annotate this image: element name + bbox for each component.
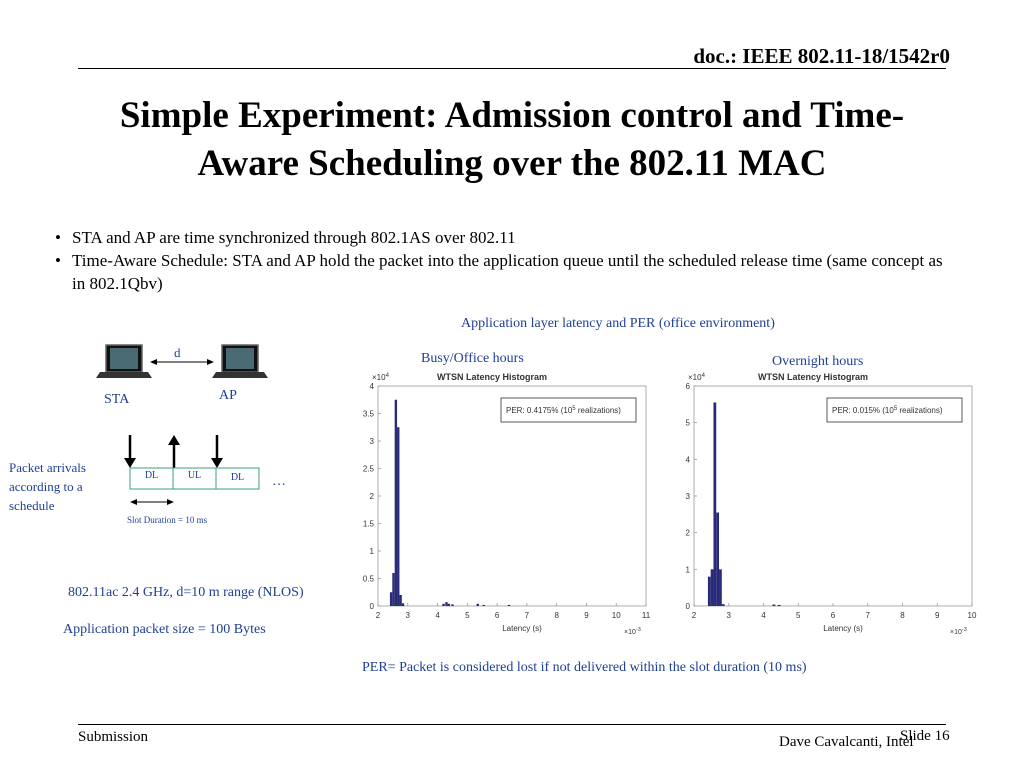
y-tick-label: 0 [685,602,690,611]
y-tick-label: 2 [685,528,690,538]
title-line-1: Simple Experiment: Admission control and Time- [119,95,905,136]
slot-duration-label: Slot Duration = 10 ms [127,515,208,525]
per-annotation: PER: 0.4175% ($10^5$ realizations) [506,406,621,415]
header-rule [78,68,946,69]
chart-title: WTSN Latency Histogram [757,372,869,382]
sta-label: STA [104,392,130,407]
latency-histogram-overnight [672,368,992,640]
histogram-bar [399,595,401,606]
y-tick-label: 3 [369,437,374,446]
histogram-bar [477,604,479,606]
x-tick-label: 5 [465,611,470,620]
y-tick-label: 5 [685,418,690,428]
x-tick-label: 4 [435,611,440,620]
packet-arrivals-label [9,458,86,515]
y-tick-label: 4 [685,455,690,465]
y-multiplier: $\times 10^4$ [688,373,705,382]
x-tick-label: 3 [405,611,411,620]
x-multiplier: $\times 10^{-3}$ [950,627,967,636]
chart-title: WTSN Latency Histogram [436,372,548,382]
y-tick-label: 1.5 [362,519,374,529]
ap-label: AP [219,388,237,403]
x-tick-label: 9 [584,611,589,620]
per-annotation: PER: 0.015% ($10^5$ realizations) [832,406,943,415]
packet-arrivals-line: according to a [9,479,83,494]
y-tick-label: 0.5 [362,574,374,584]
histogram-bar [711,569,714,606]
y-multiplier-exp: 4 [701,373,705,379]
x-tick-label: 7 [524,611,530,620]
subplot-label-busy: Busy/Office hours [421,351,524,366]
x-tick-label: 10 [611,611,621,620]
sta-laptop-icon [96,345,152,378]
latency-histogram-busy [340,368,665,640]
x-multiplier: $\times 10^{-3}$ [624,627,641,636]
x-tick-label: 6 [830,611,836,620]
per-note: PER= Packet is considered lost if not delivered within the slot duration (10 ms) [362,660,807,675]
histogram-bar [716,513,719,607]
histogram-bar [713,403,716,607]
y-tick-label: 3.5 [362,409,374,419]
packet-arrivals-line: Packet arrivals [9,460,86,475]
x-tick-label: 4 [761,611,766,620]
bullet-item: • STA and AP are time synchronized through 802.1AS over 802.11 [55,226,955,249]
y-tick-label: 0 [369,602,374,611]
x-tick-label: 10 [967,611,977,620]
per-annotation-exp: 5 [893,406,898,412]
footer-submission: Submission [78,729,149,745]
y-tick-label: 2.5 [362,464,374,474]
x-tick-label: 7 [865,611,870,620]
distance-arrow [150,359,214,365]
x-tick-label: 8 [900,611,905,620]
histogram-bar [402,603,404,606]
slot-label-dl: DL [230,472,245,483]
x-tick-label: 11 [641,611,651,620]
x-tick-label: 2 [375,611,381,620]
per-annotation-post: realizations) [575,406,621,415]
distance-label: d [174,345,181,360]
slot-label-dl: DL [144,470,159,481]
x-tick-label: 5 [796,611,801,620]
x-axis-label: Latency (s) [502,624,542,633]
y-multiplier-exp: 4 [385,373,389,379]
histogram-bar [445,602,447,606]
document-id: doc.: IEEE 802.11-18/1542r0 [693,44,950,68]
per-annotation-exp: 5 [572,406,576,412]
histogram-bar [778,605,781,606]
y-multiplier: $\times 10^4$ [372,373,389,382]
config-label: 802.11ac 2.4 GHz, d=10 m range (NLOS) [68,585,304,600]
per-annotation-post: realizations) [897,406,943,415]
x-tick-label: 8 [554,611,559,620]
histogram-bar [442,604,444,606]
ap-laptop-icon [212,345,268,378]
x-axis-label: Latency (s) [823,624,863,633]
x-tick-label: 6 [494,611,500,620]
histogram-bar [392,573,394,606]
bullet-item: • Time-Aware Schedule: STA and AP hold the packet into the application queue until the scheduled release time (same concept as in 802.1Qbv) [55,249,955,295]
histogram-bar [722,604,725,606]
footer-rule [78,724,946,725]
histogram-bar [483,605,485,606]
bullet-list [55,226,955,295]
ellipsis: … [272,474,286,489]
x-tick-label: 2 [691,611,697,620]
y-tick-label: 6 [685,382,690,391]
histogram-bar [708,577,711,606]
x-multiplier-exp: -3 [961,627,967,633]
y-tick-label: 2 [369,492,374,501]
slot-duration-arrow [130,499,174,505]
y-tick-label: 3 [685,492,690,501]
y-tick-label: 4 [369,382,374,391]
x-tick-label: 3 [726,611,731,620]
footer-slide-number: Slide 16 [900,728,950,744]
subplot-label-overnight: Overnight hours [772,354,864,369]
x-multiplier-exp: -3 [635,627,641,633]
histogram-bar [448,604,450,606]
histogram-bar [508,605,510,606]
packet-size-label: Application packet size = 100 Bytes [63,622,266,637]
slide-title [40,92,984,188]
y-tick-label: 1 [369,547,374,556]
histogram-bar [390,592,392,606]
histogram-bar [395,400,397,606]
histogram-bar [397,427,399,606]
histogram-bar [451,604,453,606]
slot-label-ul: UL [187,470,202,481]
x-tick-label: 9 [935,611,940,620]
packet-arrivals-line: schedule [9,498,55,513]
figure-caption: Application layer latency and PER (office environment) [461,316,775,331]
histogram-bar [773,605,776,606]
histogram-bar [719,569,722,606]
title-line-2: Aware Scheduling over the 802.11 MAC [197,143,827,184]
y-tick-label: 1 [685,565,690,575]
footer-author: Dave Cavalcanti, Intel [779,734,914,750]
packet-arrows [124,435,223,470]
